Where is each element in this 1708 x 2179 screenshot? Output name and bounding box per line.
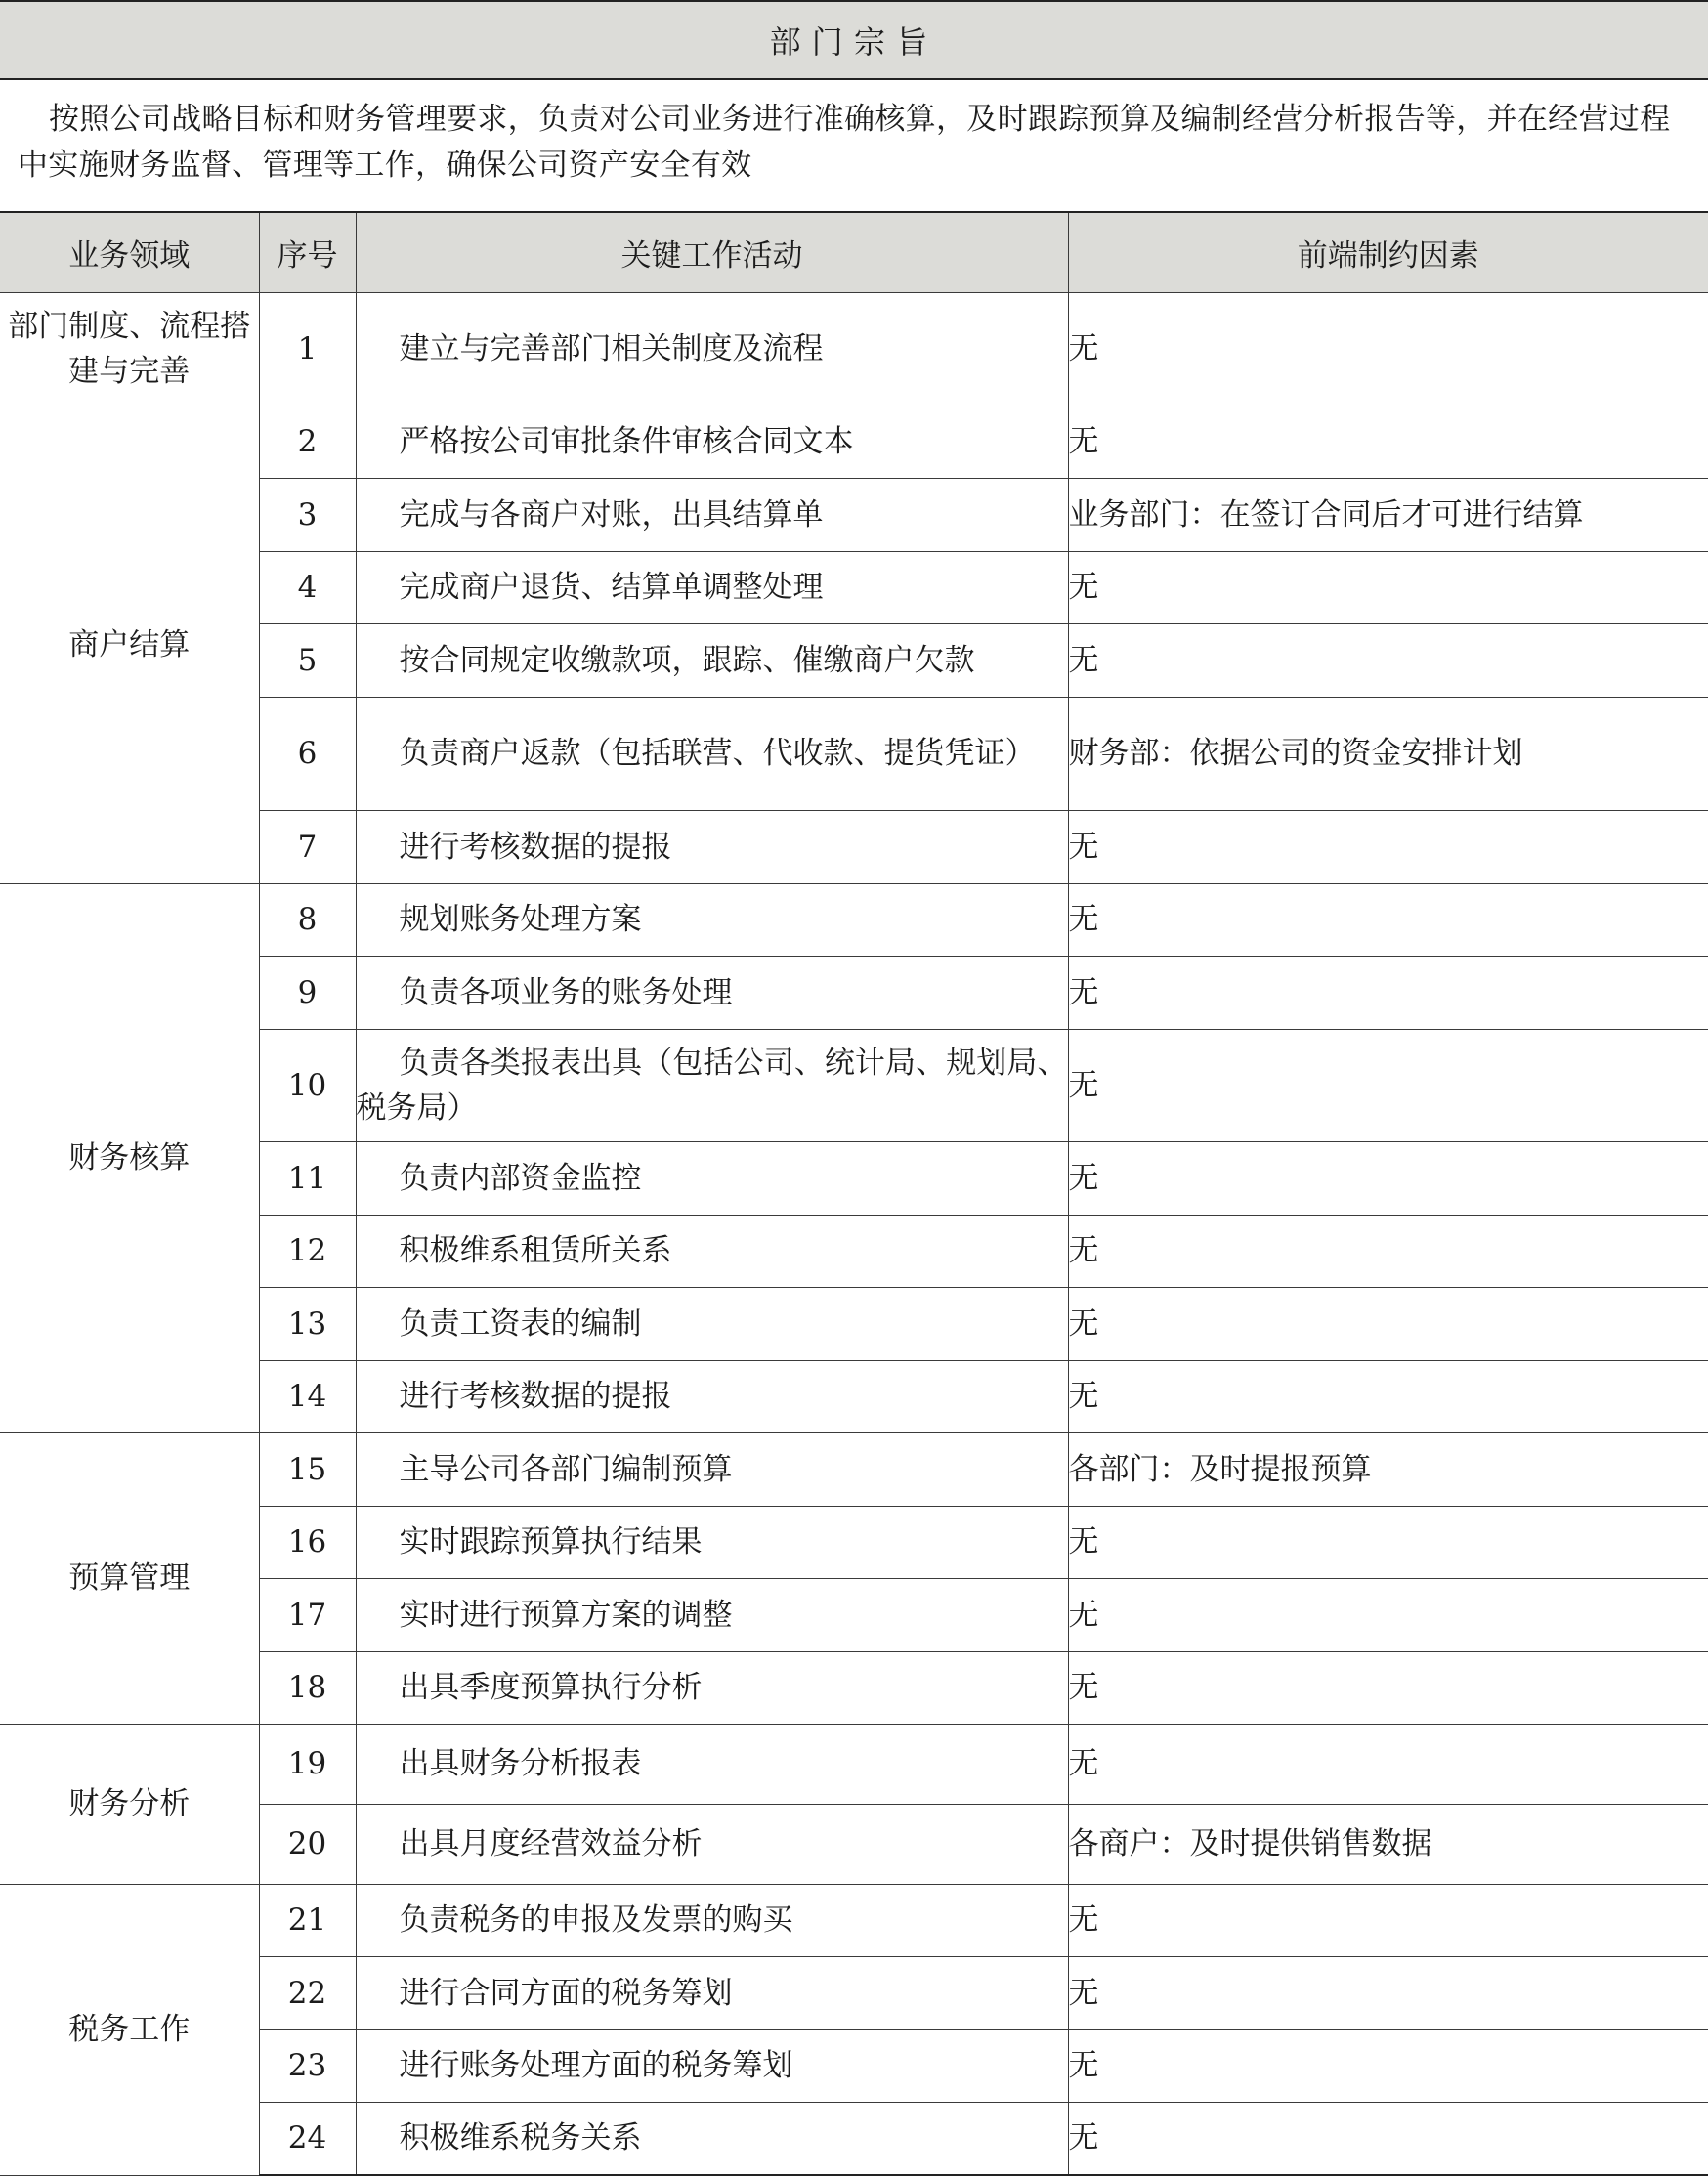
table-row — [0, 406, 1708, 478]
key-activity-cell: 负责内部资金监控 — [356, 1141, 1068, 1215]
business-area-cell: 财务核算 — [0, 883, 259, 1432]
row-number-cell: 8 — [259, 883, 356, 956]
constraint-cell: 无 — [1068, 883, 1708, 956]
key-activity-cell: 进行账务处理方面的税务筹划 — [356, 2029, 1068, 2102]
row-number-cell: 3 — [259, 478, 356, 551]
table-header-row — [0, 212, 1708, 292]
table-row — [0, 883, 1708, 956]
constraint-cell: 无 — [1068, 2029, 1708, 2102]
duty-table — [0, 211, 1708, 2176]
constraint-cell: 无 — [1068, 810, 1708, 883]
row-number-cell: 2 — [259, 406, 356, 478]
constraint-cell: 无 — [1068, 623, 1708, 697]
row-number-cell: 18 — [259, 1651, 356, 1724]
header-constraint: 前端制约因素 — [1068, 212, 1708, 292]
row-number-cell: 7 — [259, 810, 356, 883]
key-activity-cell: 负责税务的申报及发票的购买 — [356, 1884, 1068, 1956]
key-activity-cell: 建立与完善部门相关制度及流程 — [356, 292, 1068, 406]
header-area: 业务领域 — [0, 212, 259, 292]
key-activity-cell: 出具季度预算执行分析 — [356, 1651, 1068, 1724]
constraint-cell: 无 — [1068, 1029, 1708, 1141]
key-activity-cell: 出具财务分析报表 — [356, 1724, 1068, 1804]
row-number-cell: 6 — [259, 697, 356, 810]
key-activity-cell: 完成与各商户对账，出具结算单 — [356, 478, 1068, 551]
constraint-cell: 无 — [1068, 2102, 1708, 2175]
business-area-cell: 财务分析 — [0, 1724, 259, 1884]
key-activity-cell: 进行考核数据的提报 — [356, 1360, 1068, 1432]
business-area-cell: 商户结算 — [0, 406, 259, 883]
constraint-cell: 各商户：及时提供销售数据 — [1068, 1804, 1708, 1884]
key-activity-cell: 积极维系税务关系 — [356, 2102, 1068, 2175]
key-activity-cell: 实时跟踪预算执行结果 — [356, 1506, 1068, 1578]
row-number-cell: 23 — [259, 2029, 356, 2102]
constraint-cell: 无 — [1068, 1360, 1708, 1432]
constraint-cell: 无 — [1068, 1506, 1708, 1578]
key-activity-cell: 积极维系租赁所关系 — [356, 1215, 1068, 1287]
row-number-cell: 13 — [259, 1287, 356, 1360]
constraint-cell: 财务部：依据公司的资金安排计划 — [1068, 697, 1708, 810]
row-number-cell: 1 — [259, 292, 356, 406]
business-area-cell: 部门制度、流程搭建与完善 — [0, 292, 259, 406]
key-activity-cell: 出具月度经营效益分析 — [356, 1804, 1068, 1884]
constraint-cell: 无 — [1068, 406, 1708, 478]
key-activity-cell: 负责各类报表出具（包括公司、统计局、规划局、税务局） — [356, 1029, 1068, 1141]
constraint-cell: 无 — [1068, 956, 1708, 1029]
constraint-cell: 无 — [1068, 292, 1708, 406]
key-activity-cell: 严格按公司审批条件审核合同文本 — [356, 406, 1068, 478]
table-row — [0, 1724, 1708, 1804]
row-number-cell: 12 — [259, 1215, 356, 1287]
constraint-cell: 业务部门：在签订合同后才可进行结算 — [1068, 478, 1708, 551]
row-number-cell: 16 — [259, 1506, 356, 1578]
constraint-cell: 无 — [1068, 1956, 1708, 2029]
mission-statement: 按照公司战略目标和财务管理要求，负责对公司业务进行准确核算，及时跟踪预算及编制经营分析报告等，并在经营过程中实施财务监督、管理等工作，确保公司资产安全有效 — [18, 102, 1671, 183]
key-activity-cell: 主导公司各部门编制预算 — [356, 1432, 1068, 1506]
row-number-cell: 19 — [259, 1724, 356, 1804]
row-number-cell: 15 — [259, 1432, 356, 1506]
row-number-cell: 24 — [259, 2102, 356, 2175]
row-number-cell: 9 — [259, 956, 356, 1029]
key-activity-cell: 完成商户退货、结算单调整处理 — [356, 551, 1068, 623]
row-number-cell: 20 — [259, 1804, 356, 1884]
header-number: 序号 — [259, 212, 356, 292]
row-number-cell: 22 — [259, 1956, 356, 2029]
key-activity-cell: 负责商户返款（包括联营、代收款、提货凭证） — [356, 697, 1068, 810]
constraint-cell: 无 — [1068, 1884, 1708, 1956]
table-row — [0, 1884, 1708, 1956]
constraint-cell: 无 — [1068, 551, 1708, 623]
constraint-cell: 无 — [1068, 1578, 1708, 1651]
key-activity-cell: 规划账务处理方案 — [356, 883, 1068, 956]
header-activity: 关键工作活动 — [356, 212, 1068, 292]
constraint-cell: 无 — [1068, 1287, 1708, 1360]
key-activity-cell: 实时进行预算方案的调整 — [356, 1578, 1068, 1651]
key-activity-cell: 进行考核数据的提报 — [356, 810, 1068, 883]
business-area-cell: 预算管理 — [0, 1432, 259, 1724]
table-row — [0, 1432, 1708, 1506]
key-activity-cell: 负责工资表的编制 — [356, 1287, 1068, 1360]
row-number-cell: 4 — [259, 551, 356, 623]
row-number-cell: 21 — [259, 1884, 356, 1956]
key-activity-cell: 负责各项业务的账务处理 — [356, 956, 1068, 1029]
constraint-cell: 各部门：及时提报预算 — [1068, 1432, 1708, 1506]
constraint-cell: 无 — [1068, 1651, 1708, 1724]
section-title: 部门宗旨 — [0, 0, 1708, 80]
table-body — [0, 292, 1708, 2175]
constraint-cell: 无 — [1068, 1215, 1708, 1287]
constraint-cell: 无 — [1068, 1141, 1708, 1215]
key-activity-cell: 进行合同方面的税务筹划 — [356, 1956, 1068, 2029]
table-row — [0, 292, 1708, 406]
row-number-cell: 14 — [259, 1360, 356, 1432]
row-number-cell: 11 — [259, 1141, 356, 1215]
business-area-cell: 税务工作 — [0, 1884, 259, 2175]
key-activity-cell: 按合同规定收缴款项，跟踪、催缴商户欠款 — [356, 623, 1068, 697]
constraint-cell: 无 — [1068, 1724, 1708, 1804]
row-number-cell: 5 — [259, 623, 356, 697]
row-number-cell: 17 — [259, 1578, 356, 1651]
row-number-cell: 10 — [259, 1029, 356, 1141]
